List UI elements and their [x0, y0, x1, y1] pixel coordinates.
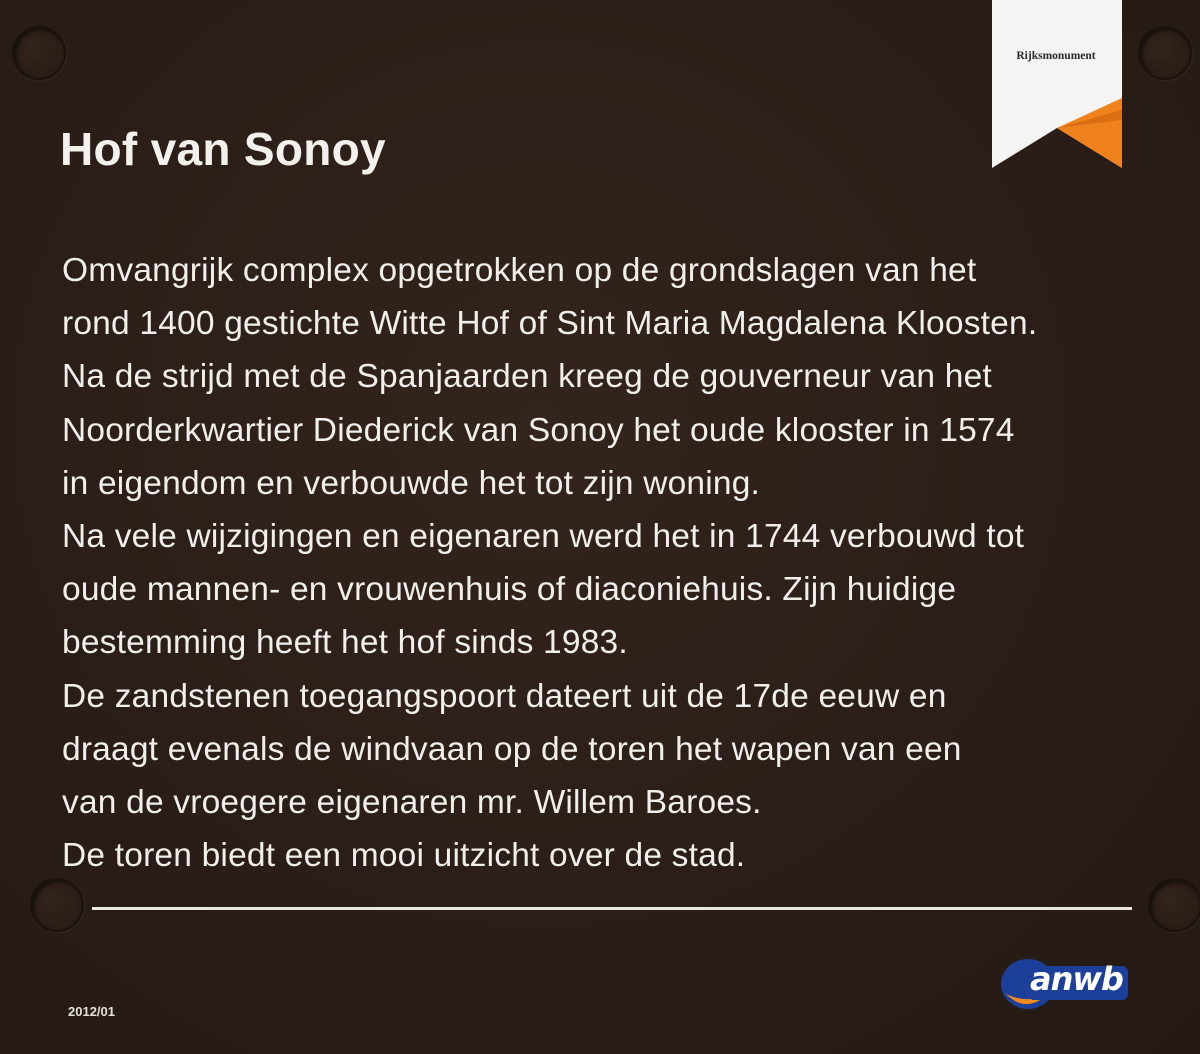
- text-line: van de vroegere eigenaren mr. Willem Baroes.: [62, 784, 762, 822]
- anwb-logo-text: anwb: [1030, 960, 1123, 998]
- text-line: Na vele wijzigingen en eigenaren werd het in 1744 verbouwd tot: [62, 518, 1025, 556]
- rijksmonument-ribbon: [992, 0, 1122, 168]
- plaque-title: Hof van Sonoy: [60, 123, 386, 175]
- rijksmonument-label: Rijksmonument: [1016, 50, 1096, 62]
- plaque-description: [62, 244, 1172, 882]
- text-line: Na de strijd met de Spanjaarden kreeg de gouverneur van het: [62, 358, 992, 396]
- text-line: rond 1400 gestichte Witte Hof of Sint Maria Magdalena Kloosten.: [62, 305, 1038, 343]
- screw-hole-top-right: [1138, 26, 1192, 80]
- text-line: oude mannen- en vrouwenhuis of diaconiehuis. Zijn huidige: [62, 571, 957, 609]
- text-line: Noorderkwartier Diederick van Sonoy het oude klooster in 1574: [62, 411, 1015, 449]
- text-line: De zandstenen toegangspoort dateert uit de 17de eeuw en: [62, 677, 947, 715]
- divider-line: [92, 907, 1132, 910]
- screw-hole-top-left: [12, 26, 66, 80]
- screw-hole-bottom-left: [30, 878, 84, 932]
- screw-hole-bottom-right: [1148, 878, 1200, 932]
- text-line: in eigendom en verbouwde het tot zijn woning.: [62, 464, 761, 502]
- text-line: bestemming heeft het hof sinds 1983.: [62, 624, 628, 662]
- text-line: draagt evenals de windvaan op de toren het wapen van een: [62, 730, 962, 768]
- text-line: Omvangrijk complex opgetrokken op de grondslagen van het: [62, 252, 977, 289]
- text-line: De toren biedt een mooi uitzicht over de stad.: [62, 837, 746, 875]
- plaque-code: 2012/01: [68, 1004, 115, 1019]
